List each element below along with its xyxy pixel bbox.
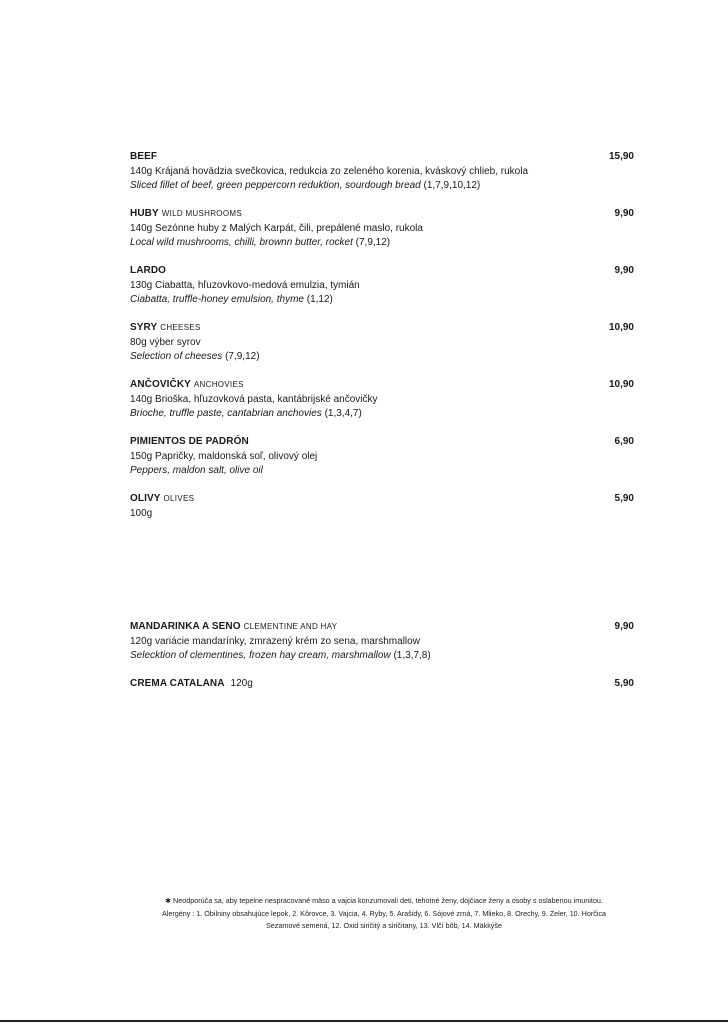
item-price: 15,90 (608, 151, 634, 162)
allergen-codes: (7,9,12) (225, 351, 260, 362)
dessert-item (130, 620, 634, 664)
menu-item (130, 378, 634, 422)
menu-item (130, 264, 634, 308)
item-name-en: WILD MUSHROOMS (161, 209, 242, 218)
item-price: 5,90 (614, 493, 634, 504)
item-weight: 120g (230, 678, 253, 689)
item-description-en: Brioche, truffle paste, cantabrian anchovies (1,3,4,7) (130, 408, 362, 419)
allergen-codes: (7,9,12) (355, 237, 391, 248)
item-description: 130g Ciabatta, hľuzovkovo-medová emulzia, tymián (130, 279, 360, 291)
item-name: PIMIENTOS DE PADRÓN (130, 436, 249, 447)
allergen-codes: (1,3,4,7) (324, 408, 362, 419)
allergen-footnote (130, 895, 638, 932)
item-name: LARDO (130, 265, 167, 276)
item-description: 100g (130, 507, 153, 519)
item-name: SYRY (130, 322, 158, 333)
allergen-list-continued: Sezamové semená, 12. Oxid siričitý a siričitany, 13. Vlčí bôb, 14. Mäkkýše (266, 921, 502, 930)
bottom-divider (0, 1020, 728, 1022)
item-price: 9,90 (614, 208, 634, 219)
allergen-list: Alergény : 1. Obilniny obsahujúce lepok, 2. Kôrovce, 3. Vajcia, 4. Ryby, 5. Arašidy, 6. Sójové zrná, 7. Mlieko, 8. Orechy, 9. Zeler, 10. Horčica (161, 909, 607, 918)
dessert-item (130, 677, 634, 692)
menu-item (130, 150, 634, 194)
item-description-en: Local wild mushrooms, chilli, brownn butter, rocket (7,9,12) (130, 237, 391, 248)
menu-item (130, 321, 634, 365)
item-description-en: Peppers, maldon salt, olive oil (130, 465, 263, 476)
item-description-en: Selection of cheeses (7,9,12) (130, 351, 260, 362)
item-description-en: Selecktion of clementines, frozen hay cream, marshmallow (1,3,7,8) (130, 650, 431, 661)
allergen-codes: (1,7,9,10,12) (423, 180, 481, 191)
asterisk-icon: ✱ (165, 898, 172, 905)
item-description: 80g výber syrov (130, 336, 201, 348)
item-name: HUBY (130, 208, 159, 219)
item-description-en: Sliced fillet of beef, green peppercorn reduktion, sourdough bread (1,7,9,10,12) (130, 180, 481, 191)
item-name: ANČOVIČKY (130, 379, 191, 390)
item-name: OLIVY (130, 493, 161, 504)
item-description: 140g Krájaná hovädzia svečkovica, redukcia zo zeleného korenia, kváskový chlieb, rukola (130, 165, 529, 177)
item-description: 140g Brioška, hľuzovková pasta, kantábrijské ančovičky (130, 393, 378, 405)
item-name-en: ANCHOVIES (193, 380, 244, 389)
item-price: 9,90 (614, 265, 634, 276)
item-description: 120g variácie mandarínky, zmrazený krém zo sena, marshmallow (130, 635, 420, 647)
item-description: 150g Papričky, maldonská soľ, olivový olej (130, 450, 318, 462)
item-description: 140g Sezónne huby z Malých Karpát, čili, prepálené maslo, rukola (130, 222, 423, 234)
item-price: 10,90 (608, 322, 634, 333)
menu-item (130, 435, 634, 479)
item-name: MANDARINKA A SENO (130, 621, 241, 632)
item-price: 10,90 (608, 379, 634, 390)
item-name-en: OLIVES (163, 494, 195, 503)
item-name: BEEF (130, 151, 158, 162)
item-description-en: Ciabatta, truffle-honey emulsion, thyme (1,12) (130, 294, 333, 305)
item-price: 5,90 (614, 678, 634, 689)
allergen-codes: (1,3,7,8) (393, 650, 431, 661)
allergen-codes: (1,12) (306, 294, 333, 305)
item-price: 6,90 (614, 436, 634, 447)
item-price: 9,90 (614, 621, 634, 632)
menu-item (130, 492, 634, 521)
item-name-en: CHEESES (160, 323, 201, 332)
item-name-en: CLEMENTINE AND HAY (243, 622, 338, 631)
item-name: CREMA CATALANA (130, 678, 225, 689)
menu-item (130, 207, 634, 251)
raw-food-warning: ✱ Neodporúča sa, aby tepelne nespracované mäso a vajcia konzumovali deti, tehotné ženy, dojčiace ženy a osoby s oslabenou imunitou. (165, 896, 603, 905)
